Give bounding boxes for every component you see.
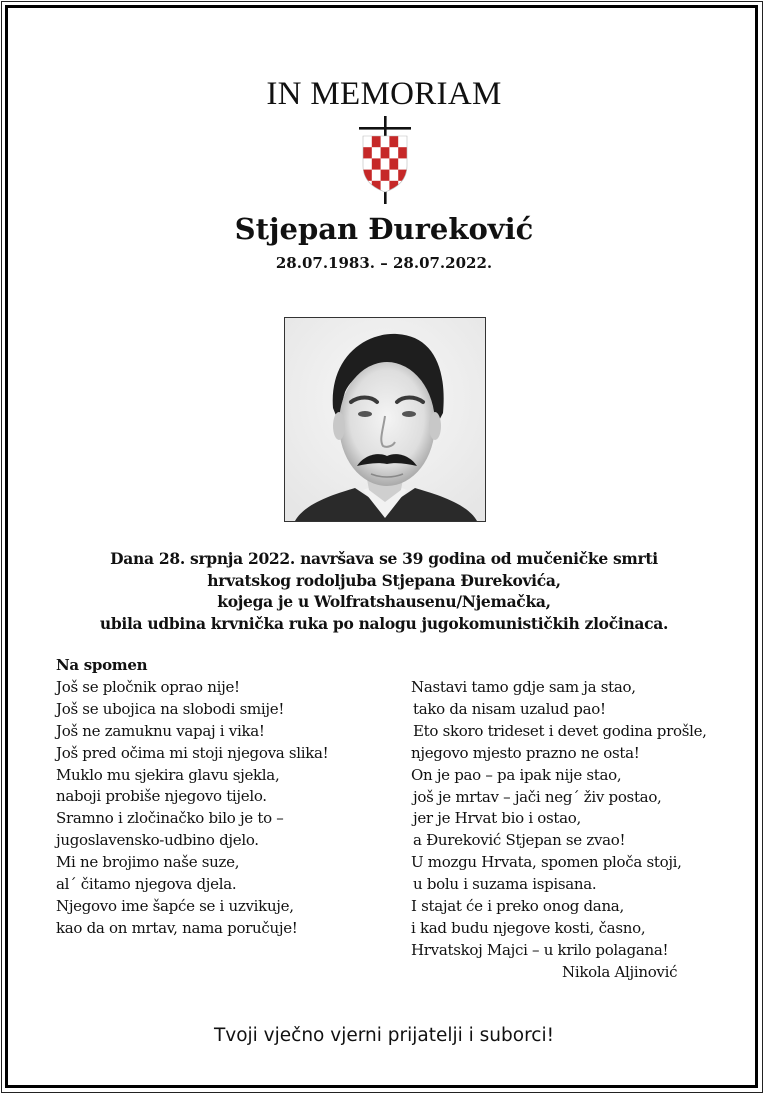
intro-line: kojega je u Wolfratshausenu/Njemačka, (217, 592, 551, 611)
poem-left-column (56, 655, 396, 940)
poem-line: njegovo mjesto prazno ne osta! (411, 743, 640, 762)
poem-line: jugoslavensko-udbino djelo. (56, 831, 259, 850)
memorial-intro-text (60, 548, 708, 634)
poem-line: Hrvatskoj Majci – u krilo polagana! (411, 940, 669, 959)
poem-author: Nikola Aljinović (562, 962, 678, 981)
poem-line: Još se pločnik oprao nije! (56, 677, 240, 696)
poem-line: I stajat će i preko onog dana, (411, 897, 624, 916)
poem-line: Muklo mu sjekira glavu sjekla, (56, 765, 280, 784)
footer-dedication: Tvoji vječno vjerni prijatelji i suborci! (213, 1025, 555, 1046)
deceased-name: Stjepan Đureković (234, 212, 534, 246)
poem-line: Eto skoro trideset i devet godina prošle, (413, 721, 707, 740)
croatian-shield-cross-icon (343, 114, 427, 204)
intro-line: Dana 28. srpnja 2022. navršava se 39 godina od mučeničke smrti (110, 549, 658, 568)
poem-line: i kad budu njegove kosti, časno, (411, 918, 646, 937)
poem-title: Na spomen (56, 656, 148, 674)
poem-line: Mi ne brojimo naše suze, (56, 853, 240, 872)
poem-line: tako da nisam uzalud pao! (413, 699, 606, 718)
in-memoriam-heading: IN MEMORIAM (266, 76, 502, 112)
poem-line: kao da on mrtav, nama poručuje! (56, 918, 298, 937)
poem-line: On je pao – pa ipak nije stao, (411, 765, 622, 784)
poem-line: još je mrtav – jači neg´ živ postao, (413, 787, 662, 806)
poem-line: al´ čitamo njegova djela. (56, 875, 237, 894)
poem-line: u bolu i suzama ispisana. (413, 875, 597, 894)
poem-line: naboji probiše njegovo tijelo. (56, 787, 267, 806)
poem-line: Sramno i zločinačko bilo je to – (56, 809, 284, 828)
poem-line: a Đureković Stjepan se zvao! (413, 831, 626, 850)
poem-line: Još ne zamuknu vapaj i vika! (56, 721, 265, 740)
poem-line: Nastavi tamo gdje sam ja stao, (411, 678, 636, 696)
life-dates: 28.07.1983. – 28.07.2022. (275, 254, 493, 272)
portrait-photo (284, 317, 486, 522)
poem-line: U mozgu Hrvata, spomen ploča stoji, (411, 853, 682, 872)
poem-line: Njegovo ime šapće se i uzvikuje, (56, 896, 294, 915)
poem-right-column (411, 677, 761, 984)
poem-line: jer je Hrvat bio i ostao, (413, 809, 581, 828)
intro-line: ubila udbina krvnička ruka po nalogu jugokomunističkih zločinaca. (99, 613, 669, 633)
poem-line: Još pred očima mi stoji njegova slika! (56, 743, 329, 762)
poem-line: Još se ubojica na slobodi smije! (56, 699, 285, 718)
intro-line: hrvatskog rodoljuba Stjepana Đurekovića, (207, 570, 561, 590)
